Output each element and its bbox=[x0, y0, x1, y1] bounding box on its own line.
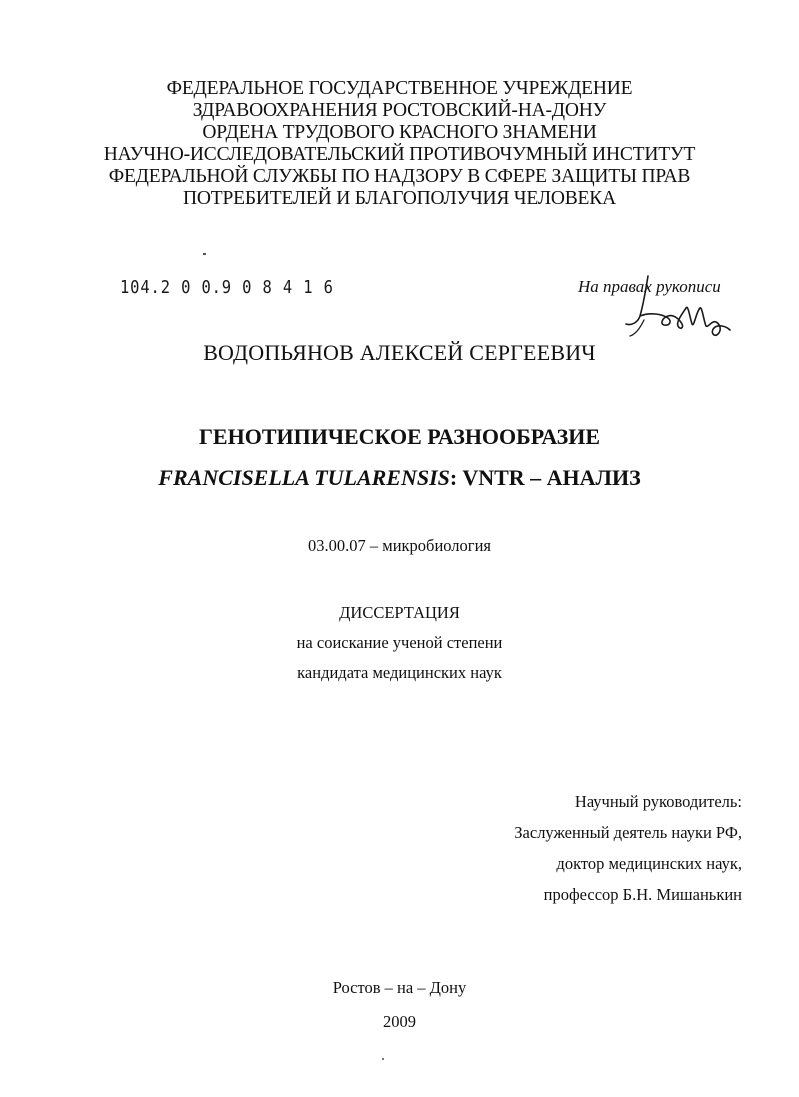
specialty-code: 03.00.07 – микробиология bbox=[308, 536, 491, 555]
supervisor-degree: доктор медицинских наук, bbox=[556, 854, 742, 873]
author-name: ВОДОПЬЯНОВ АЛЕКСЕЙ СЕРГЕЕВИЧ bbox=[203, 340, 596, 365]
institution-line: ФЕДЕРАЛЬНОЙ СЛУЖБЫ ПО НАДЗОРУ В СФЕРЕ ЗАЩИТЫ ПРАВ bbox=[108, 166, 691, 187]
year: 2009 bbox=[383, 1012, 416, 1031]
institution-line: ФЕДЕРАЛЬНОЕ ГОСУДАРСТВЕННОЕ УЧРЕЖДЕНИЕ bbox=[166, 78, 633, 99]
supervisor-block bbox=[514, 786, 742, 910]
registration-stamp: 104.2 0 0.9 0 8 4 1 6 bbox=[120, 277, 334, 298]
thesis-title-suffix: : VNTR – АНАЛИЗ bbox=[449, 465, 641, 490]
species-name: FRANCISELLA TULARENSIS bbox=[158, 465, 450, 490]
institution-header bbox=[0, 78, 799, 210]
rights-note: На правах рукописи bbox=[578, 277, 721, 296]
supervisor-label: Научный руководитель: bbox=[574, 792, 742, 811]
institution-line: НАУЧНО-ИССЛЕДОВАТЕЛЬСКИЙ ПРОТИВОЧУМНЫЙ ИНСТИТУТ bbox=[103, 144, 696, 165]
city: Ростов – на – Дону bbox=[332, 978, 467, 997]
institution-line: ЗДРАВООХРАНЕНИЯ РОСТОВСКИЙ-НА-ДОНУ bbox=[192, 100, 607, 121]
institution-line: ПОТРЕБИТЕЛЕЙ И БЛАГОПОЛУЧИЯ ЧЕЛОВЕКА bbox=[183, 188, 616, 209]
supervisor-title: Заслуженный деятель науки РФ, bbox=[514, 823, 742, 842]
dissertation-heading: ДИССЕРТАЦИЯ bbox=[339, 603, 460, 622]
thesis-title-line-2 bbox=[0, 465, 799, 491]
thesis-title-line-1: ГЕНОТИПИЧЕСКОЕ РАЗНООБРАЗИЕ bbox=[198, 424, 601, 449]
handwritten-signature bbox=[610, 268, 740, 348]
dissertation-block bbox=[0, 598, 799, 688]
dissertation-purpose: на соискание ученой степени bbox=[296, 633, 503, 652]
dissertation-degree: кандидата медицинских наук bbox=[297, 663, 502, 682]
institution-line: ОРДЕНА ТРУДОВОГО КРАСНОГО ЗНАМЕНИ bbox=[202, 122, 597, 143]
scan-speck bbox=[203, 253, 206, 255]
supervisor-name: профессор Б.Н. Мишанькин bbox=[543, 885, 742, 904]
scan-speck bbox=[382, 1058, 384, 1060]
